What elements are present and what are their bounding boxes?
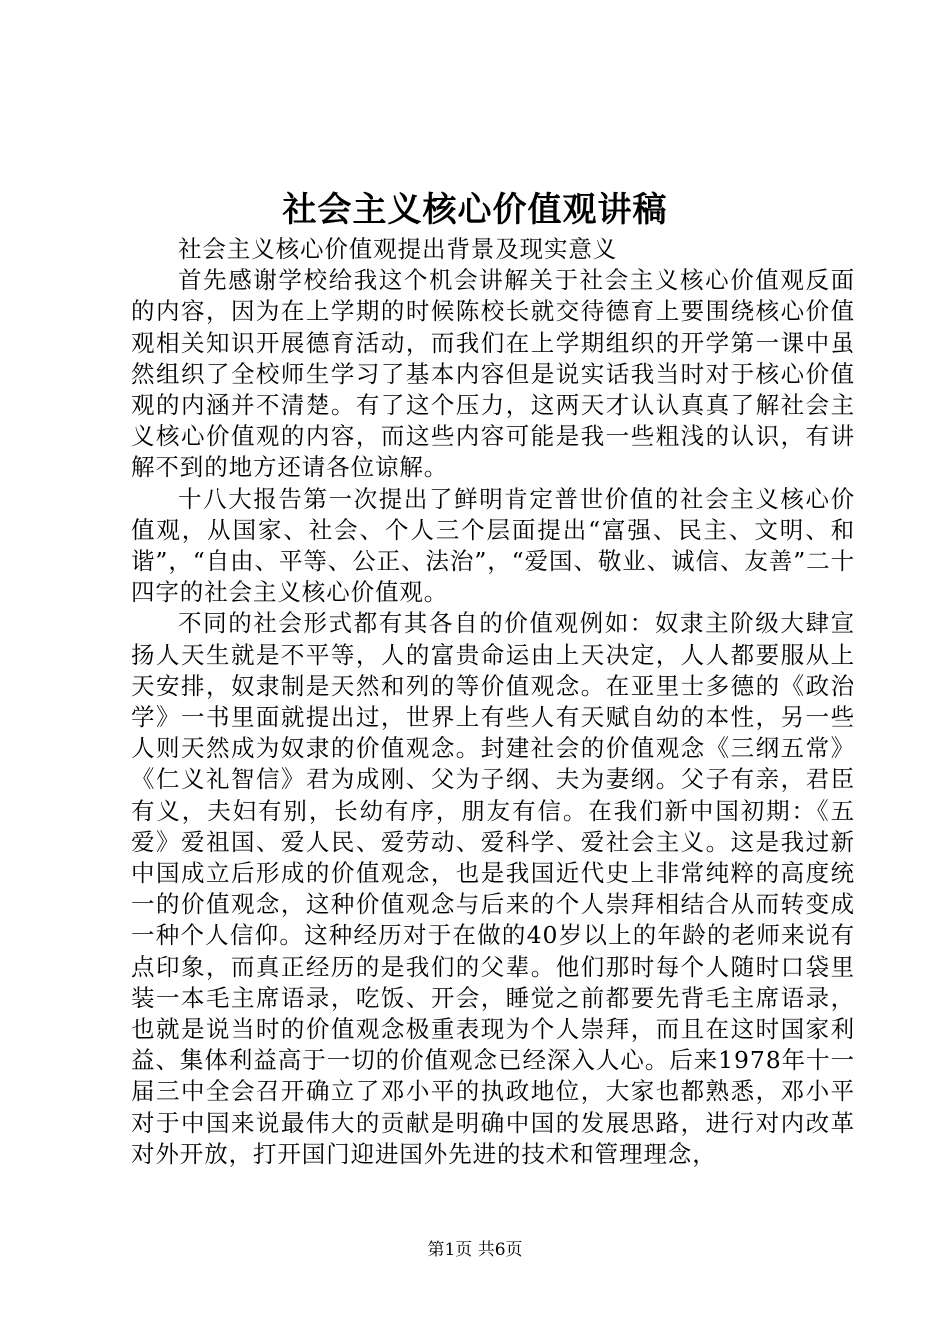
document-title: 社会主义核心价值观讲稿 — [282, 190, 668, 230]
body-paragraph: 首先感谢学校给我这个机会讲解关于社会主义核心价值观反面的内容，因为在上学期的时候陈校长就交待德育上要围绕核心价值观相关知识开展德育活动，而我们在上学期组织的开学第一课中虽然组织了全校师生学习了基本内容但是说实话我当时对于核心价值观的内涵并不清楚。有了这个压力，这两天才认认真真了解社会主义核心价值观的内容，而这些内容可能是我一些粗浅的认识，有讲解不到的地方还请各位谅解。 — [131, 266, 855, 482]
subtitle-paragraph: 社会主义核心价值观提出背景及现实意义 — [178, 235, 618, 263]
document-body — [131, 234, 855, 1170]
body-paragraph: 十八大报告第一次提出了鲜明肯定普世价值的社会主义核心价值观，从国家、社会、个人三个层面提出“富强、民主、文明、和谐”，“自由、平等、公正、法治”，“爱国、敬业、诚信、友善”二十四字的社会主义核心价值观。 — [131, 484, 855, 607]
page-footer: 第1页 共6页 — [427, 1240, 523, 1260]
body-paragraph: 不同的社会形式都有其各自的价值观例如：奴隶主阶级大肆宣扬人天生就是不平等，人的富贵命运由上天决定，人人都要服从上天安排，奴隶制是天然和列的等价值观念。在亚里士多德的《政治学》一书里面就提出过，世界上有些人有天赋自幼的本性，另一些人则天然成为奴隶的价值观念。封建社会的价值观念《三纲五常》《仁义礼智信》君为成刚、父为子纲、夫为妻纲。父子有亲，君臣有义，夫妇有别，长幼有序，朋友有信。在我们新中国初期：《五爱》爱祖国、爱人民、爱劳动、爱科学、爱社会主义。这是我过新中国成立后形成的价值观念，也是我国近代史上非常纯粹的高度统一的价值观念，这种价值观念与后来的个人崇拜相结合从而转变成一种个人信仰。这种经历对于在做的40岁以上的年龄的老师来说有点印象，而真正经历的是我们的父辈。他们那时每个人随时口袋里装一本毛主席语录，吃饭、开会，睡觉之前都要先背毛主席语录，也就是说当时的价值观念极重表现为个人崇拜，而且在这时国家利益、集体利益高于一切的价值观念已经深入人心。后来1978年十一届三中全会召开确立了邓小平的执政地位，大家也都熟悉，邓小平对于中国来说最伟大的贡献是明确中国的发展思路，进行对内改革对外开放，打开国门迎进国外先进的技术和管理理念， — [131, 609, 855, 1168]
